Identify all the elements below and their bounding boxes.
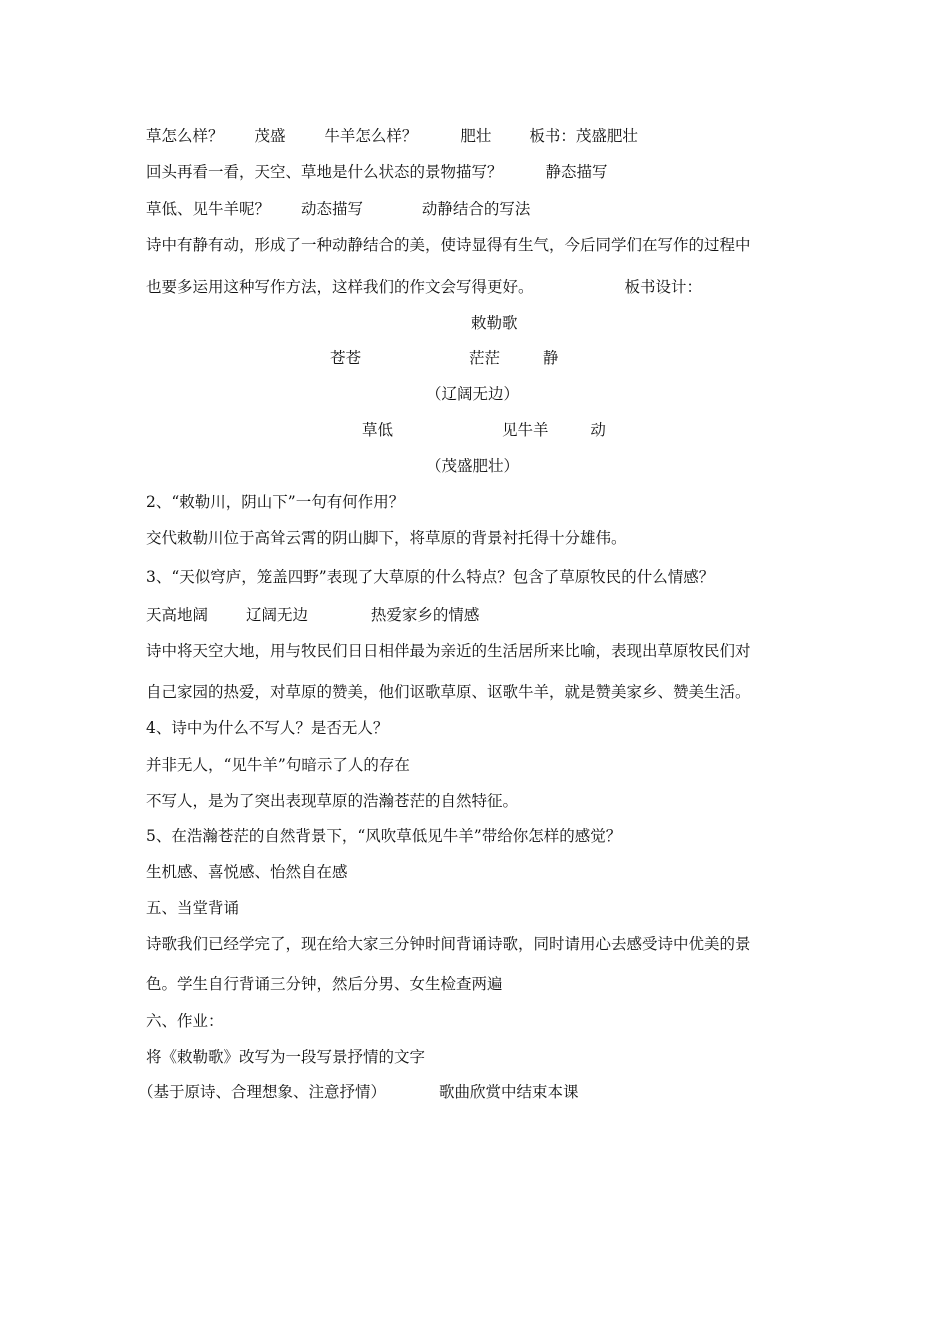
- question-cattle: 牛羊怎么样？: [324, 127, 418, 145]
- answer-item: 天高地阔: [146, 606, 209, 624]
- board-row: [362, 420, 606, 440]
- closing-note: 歌曲欣赏中结束本课: [438, 1083, 579, 1101]
- text-line: 诗中有静有动，形成了一种动静结合的美，使诗显得有生气，今后同学们在写作的过程中: [146, 236, 751, 254]
- board-note: （茂盛肥壮）: [426, 457, 520, 475]
- text-line: [146, 277, 702, 297]
- answer-fat: 肥壮: [460, 127, 492, 145]
- board-cell: 草低: [362, 421, 394, 439]
- answer-4-line: 并非无人，“见牛羊”句暗示了人的存在: [146, 756, 410, 774]
- question-4: 4、诗中为什么不写人？是否无人？: [146, 719, 389, 737]
- board-cell: 动: [590, 421, 606, 439]
- question-5: 5、在浩瀚苍茫的自然背景下，“风吹草低见牛羊”带给你怎样的感觉？: [146, 827, 622, 845]
- answer-lush: 茂盛: [254, 127, 286, 145]
- board-note: 板书：茂盛肥壮: [529, 127, 638, 145]
- paragraph-line: 诗中将天空大地，用与牧民们日日相伴最为亲近的生活居所来比喻，表现出草原牧民们对: [146, 642, 751, 660]
- board-title: 敕勒歌: [471, 314, 518, 332]
- text-line: [146, 199, 530, 219]
- board-row: [330, 348, 558, 368]
- question-3: 3、“天似穹庐，笼盖四野”表现了大草原的什么特点？包含了草原牧民的什么情感？: [146, 568, 715, 586]
- answer-item: 辽阔无边: [245, 606, 308, 624]
- section-title: 六、作业：: [146, 1012, 224, 1030]
- board-cell: 静: [542, 349, 559, 367]
- question-dynamic: 草低、见牛羊呢？: [146, 200, 271, 218]
- answer-4-line: 不写人，是为了突出表现草原的浩瀚苍茫的自然特征。: [146, 792, 519, 810]
- board-cell: 见牛羊: [501, 421, 549, 439]
- answer-static: 静态描写: [545, 163, 608, 181]
- board-note: （辽阔无边）: [426, 385, 520, 403]
- answer-5: 生机感、喜悦感、怡然自在感: [146, 863, 348, 881]
- text-line: [146, 126, 638, 146]
- answer-item: 热爱家乡的情感: [370, 606, 480, 624]
- board-cell: 茫茫: [468, 349, 500, 367]
- answer-dynamic: 动态描写: [300, 200, 363, 218]
- paragraph-line: 色。学生自行背诵三分钟，然后分男、女生检查两遍: [146, 975, 503, 993]
- homework-line: 将《敕勒歌》改写为一段写景抒情的文字: [146, 1048, 426, 1066]
- paragraph-line: 诗歌我们已经学完了，现在给大家三分钟时间背诵诗歌，同时请用心去感受诗中优美的景: [146, 935, 751, 953]
- paragraph-tail: 也要多运用这种写作方法，这样我们的作文会写得更好。: [146, 278, 534, 296]
- question-2: 2、“敕勒川，阴山下”一句有何作用？: [146, 493, 405, 511]
- text-line: [146, 162, 607, 182]
- board-design-label: 板书设计：: [624, 278, 702, 296]
- board-cell: 苍苍: [330, 349, 362, 367]
- homework-line: [138, 1082, 578, 1102]
- answer-combined: 动静结合的写法: [421, 200, 531, 218]
- answer-3: [146, 605, 479, 625]
- answer-2: 交代敕勒川位于高耸云霄的阴山脚下，将草原的背景衬托得十分雄伟。: [146, 529, 627, 547]
- paragraph-line: 自己家园的热爱，对草原的赞美，他们讴歌草原、讴歌牛羊，就是赞美家乡、赞美生活。: [146, 683, 751, 701]
- question-grass: 草怎么样？: [146, 127, 224, 145]
- question-static: 回头再看一看，天空、草地是什么状态的景物描写？: [146, 163, 503, 181]
- homework-note: （基于原诗、合理想象、注意抒情）: [138, 1083, 387, 1101]
- section-title: 五、当堂背诵: [146, 899, 240, 917]
